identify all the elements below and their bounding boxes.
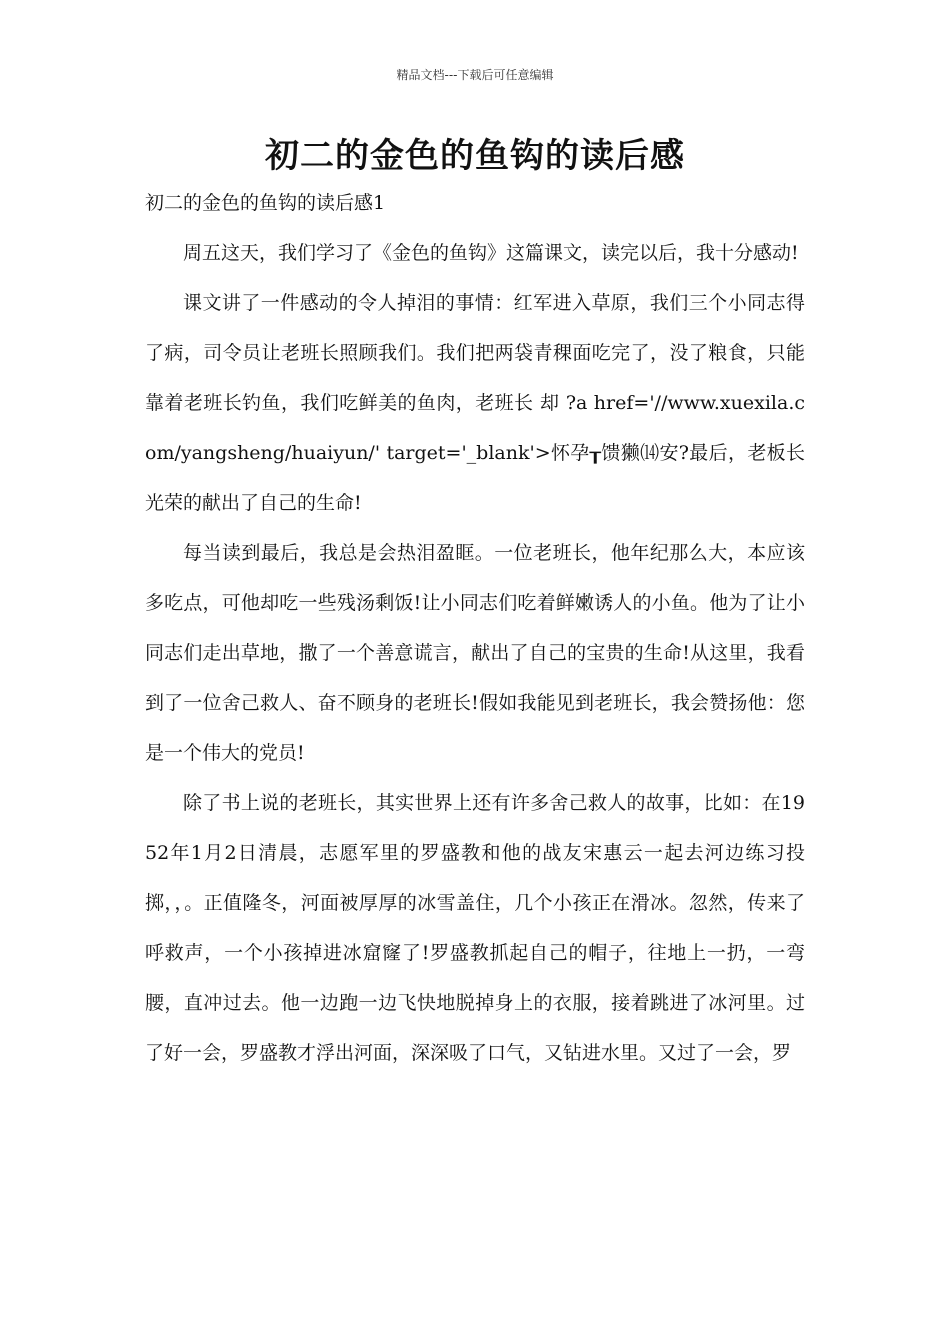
paragraph: 每当读到最后，我总是会热泪盈眶。一位老班长，他年纪那么大，本应该多吃点，可他却吃一些残汤剩饭!让小同志们吃着鲜嫩诱人的小鱼。他为了让小同志们走出草地，撒了一个善意谎言，献出了自己的宝贵的生命!从这里，我看到了一位舍己救人、奋不顾身的老班长!假如我能见到老班长，我会赞扬他：您是一个伟大的党员! <box>145 542 805 764</box>
paragraph: 除了书上说的老班长，其实世界上还有许多舍己救人的故事，比如：在1952年1月2日清晨，志愿军里的罗盛教和他的战友宋惠云一起去河边练习投掷，，。正值隆冬，河面被厚厚的冰雪盖住，几个小孩正在滑冰。忽然，传来了呼救声，一个小孩掉进冰窟窿了!罗盛教抓起自己的帽子，往地上一扔，一弯腰，直冲过去。他一边跑一边飞快地脱掉身上的衣服，接着跳进了冰河里。过了好一会，罗盛教才浮出河面，深深吸了口气，又钻进水里。又过了一会，罗 <box>145 792 805 1064</box>
document-title: 初二的金色的鱼钩的读后感 <box>265 136 685 176</box>
document-body <box>145 178 805 1078</box>
paragraph: 课文讲了一件感动的令人掉泪的事情：红军进入草原，我们三个小同志得了病，司令员让老班长照顾我们。我们把两袋青稞面吃完了，没了粮食，只能靠着老班长钓鱼，我们吃鲜美的鱼肉，老班长 却 ?a href='//www.xuexila.com/yangsheng/huaiyun/' target='_blank'>怀孕┰馈獭⒁安?最后，老板长光荣的献出了自己的生命! <box>145 292 805 514</box>
header-note: 精品文档---下载后可任意编辑 <box>396 68 554 82</box>
document-subtitle: 初二的金色的鱼钩的读后感1 <box>145 192 386 214</box>
paragraph: 周五这天，我们学习了《金色的鱼钩》这篇课文，读完以后，我十分感动! <box>183 242 799 264</box>
